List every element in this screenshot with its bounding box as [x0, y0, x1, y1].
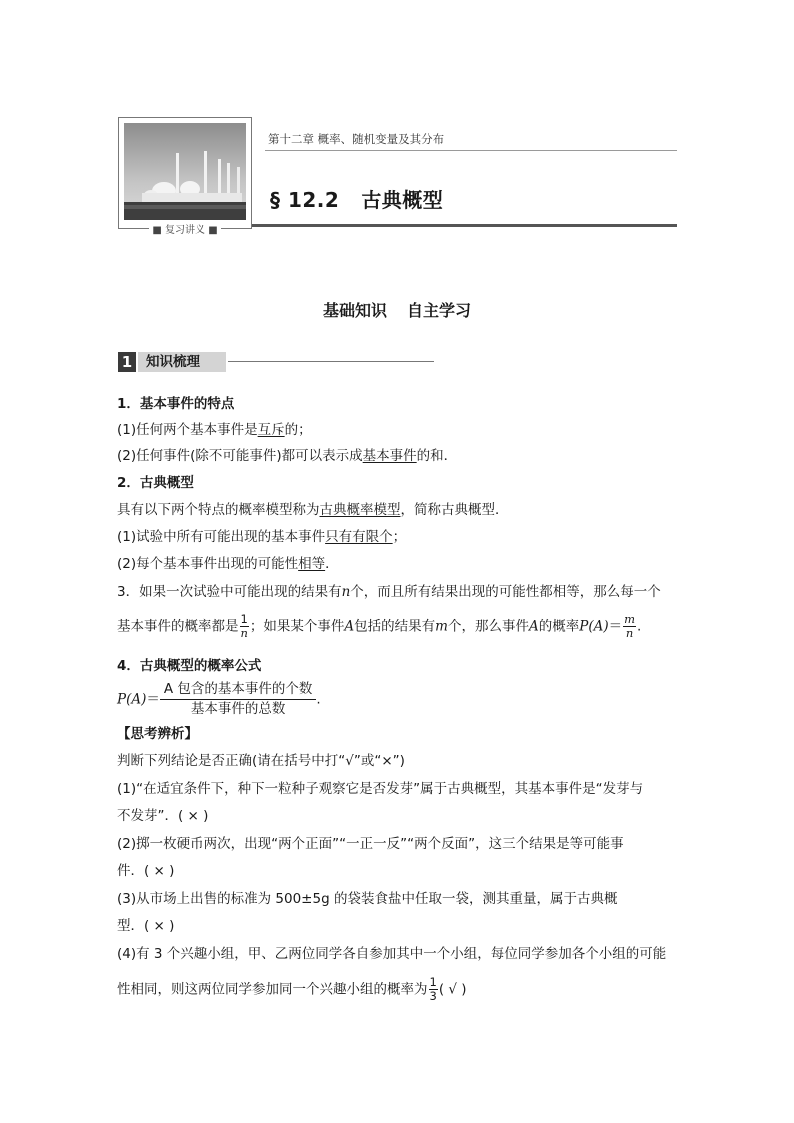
item-3-line-2: 基本事件的概率都是 $\frac{1}{n}$ ；如果某个事件A包括的结果有m个，那么事件A的概率P(A)＝ $\frac{m}{n}$ . [117, 612, 642, 640]
probability-formula: P(A)＝ $\frac{\text{A 包含的基本事件的个数}}{\text{基本事件的总数}}$ . [117, 681, 321, 717]
thumbnail-caption-bullet: ■ [152, 225, 162, 236]
fraction-1-over-3: $\frac{1}{3}$ [429, 975, 437, 1003]
item-1-1: (1)任何两个基本事件是互斥的； [117, 422, 312, 438]
question-3-line-1: (3)从市场上出售的标准为 500±5g 的袋装食盐中任取一袋，测其重量，属于古典概 [117, 891, 618, 907]
section-rule [228, 361, 434, 362]
item-2-2: (2)每个基本事件出现的可能性相等． [117, 556, 339, 572]
fraction-1-over-n: $\frac{1}{n}$ [240, 612, 248, 640]
section-badge-label: 知识梳理 [138, 352, 226, 372]
question-4-line-2: 性相同，则这两位同学参加同一个兴趣小组的概率为 $\frac{1}{3}$ ( √ ) [117, 975, 467, 1003]
heading-1: 1．基本事件的特点 [117, 396, 235, 412]
question-2-line-1: (2)掷一枚硬币两次，出现“两个正面”“一正一反”“两个反面”，这三个结果是等可能事 [117, 836, 624, 852]
thinking-title: 【思考辨析】 [117, 726, 198, 742]
thumbnail-caption: ■ 复习讲义 ■ [118, 221, 252, 236]
question-4-line-1: (4)有 3 个兴趣小组，甲、乙两位同学各自参加其中一个小组，每位同学参加各个小组的可能 [117, 946, 667, 962]
part-title: 基础知识 自主学习 [322, 301, 472, 320]
item-3-line-1: 3．如果一次试验中可能出现的结果有n个，而且所有结果出现的可能性都相等，那么每一个 [117, 584, 661, 600]
fraction-m-over-n: $\frac{m}{n}$ [624, 612, 636, 640]
chapter-thumbnail [118, 117, 252, 229]
chapter-rule [265, 150, 677, 151]
heading-2: 2．古典概型 [117, 475, 194, 491]
heading-4: 4．古典概型的概率公式 [117, 658, 262, 674]
thinking-intro: 判断下列结论是否正确(请在括号中打“√”或“×”) [117, 753, 405, 769]
chapter-title: 第十二章 概率、随机变量及其分布 [268, 132, 445, 146]
mosque-image [124, 123, 246, 220]
question-1-line-1: (1)“在适宜条件下，种下一粒种子观察它是否发芽”属于古典概型，其基本事件是“发芽与 [117, 781, 644, 797]
item-1-2: (2)任何事件(除不可能事件)都可以表示成基本事件的和． [117, 448, 458, 464]
header-rule [252, 224, 677, 227]
item-2-0: 具有以下两个特点的概率模型称为古典概率模型，简称古典概型． [117, 502, 509, 518]
section-badge-number: 1 [118, 352, 136, 372]
item-2-1: (1)试验中所有可能出现的基本事件只有有限个； [117, 529, 407, 545]
question-2-line-2: 件．( × ) [117, 863, 175, 879]
thumbnail-caption-bullet: ■ [208, 225, 218, 236]
formula-fraction: $\frac{\text{A 包含的基本事件的个数}}{\text{基本事件的总数}}$ [160, 680, 317, 719]
question-1-line-2: 不发芽”．( × ) [117, 808, 209, 824]
section-title: § 12.2 古典概型 [270, 188, 444, 212]
question-3-line-2: 型．( × ) [117, 918, 175, 934]
